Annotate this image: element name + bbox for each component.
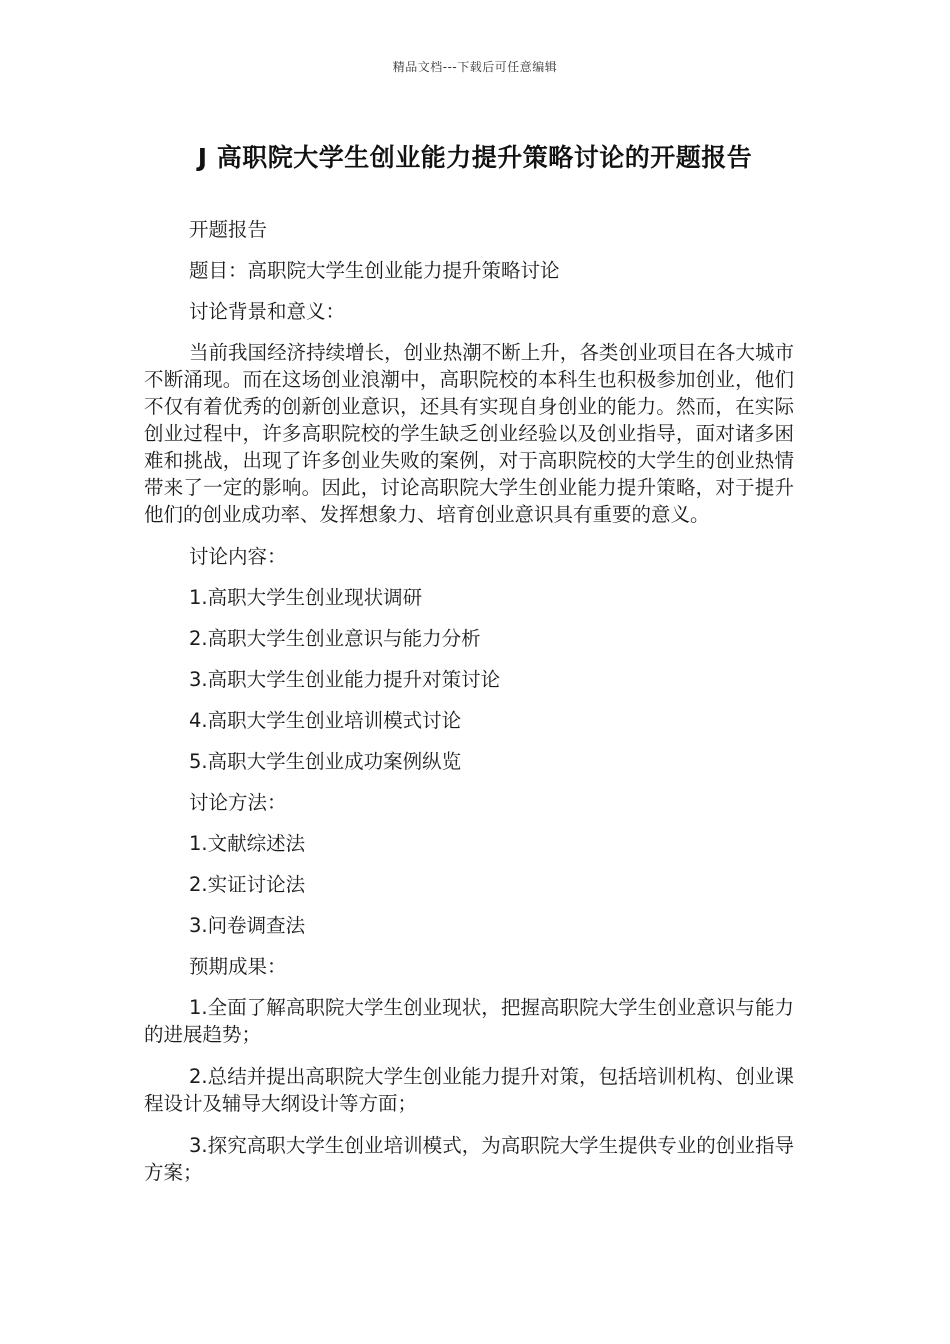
section-heading-outcomes: 预期成果：: [189, 955, 287, 978]
content-item: 4.高职大学生创业培训模式讨论: [189, 709, 462, 732]
topic-line: 题目：高职院大学生创业能力提升策略讨论: [189, 259, 560, 282]
outcome-item: 3.探究高职大学生创业培训模式，为高职院大学生提供专业的创业指导方案；: [144, 1134, 794, 1184]
document-title: J 高职院大学生创业能力提升策略讨论的开题报告: [197, 143, 753, 172]
section-heading-methods: 讨论方法：: [189, 791, 287, 814]
section-heading-content: 讨论内容：: [189, 545, 287, 568]
outcome-item: 2.总结并提出高职院大学生创业能力提升对策，包括培训机构、创业课程设计及辅导大纲设计等方面；: [144, 1065, 794, 1115]
outcome-item: 1.全面了解高职院大学生创业现状，把握高职院大学生创业意识与能力的进展趋势；: [144, 996, 794, 1046]
document-body: [144, 216, 794, 1201]
content-item: 3.高职大学生创业能力提升对策讨论: [189, 668, 501, 691]
header-note: 精品文档---下载后可任意编辑: [392, 60, 558, 74]
background-paragraph: 当前我国经济持续增长，创业热潮不断上升，各类创业项目在各大城市不断涌现。而在这场创业浪潮中，高职院校的本科生也积极参加创业，他们不仅有着优秀的创新创业意识，还具有实现自身创业的能力。然而，在实际创业过程中，许多高职院校的学生缺乏创业经验以及创业指导，面对诸多困难和挑战，出现了许多创业失败的案例，对于高职院校的大学生的创业热情带来了一定的影响。因此，讨论高职院大学生创业能力提升策略，对于提升他们的创业成功率、发挥想象力、培育创业意识具有重要的意义。: [144, 341, 794, 526]
method-item: 3.问卷调查法: [189, 914, 306, 937]
content-item: 1.高职大学生创业现状调研: [189, 586, 423, 609]
method-item: 2.实证讨论法: [189, 873, 306, 896]
section-heading-background: 讨论背景和意义：: [189, 300, 346, 323]
content-item: 2.高职大学生创业意识与能力分析: [189, 627, 481, 650]
content-item: 5.高职大学生创业成功案例纵览: [189, 750, 462, 773]
method-item: 1.文献综述法: [189, 832, 306, 855]
section-label-report: 开题报告: [189, 218, 268, 241]
